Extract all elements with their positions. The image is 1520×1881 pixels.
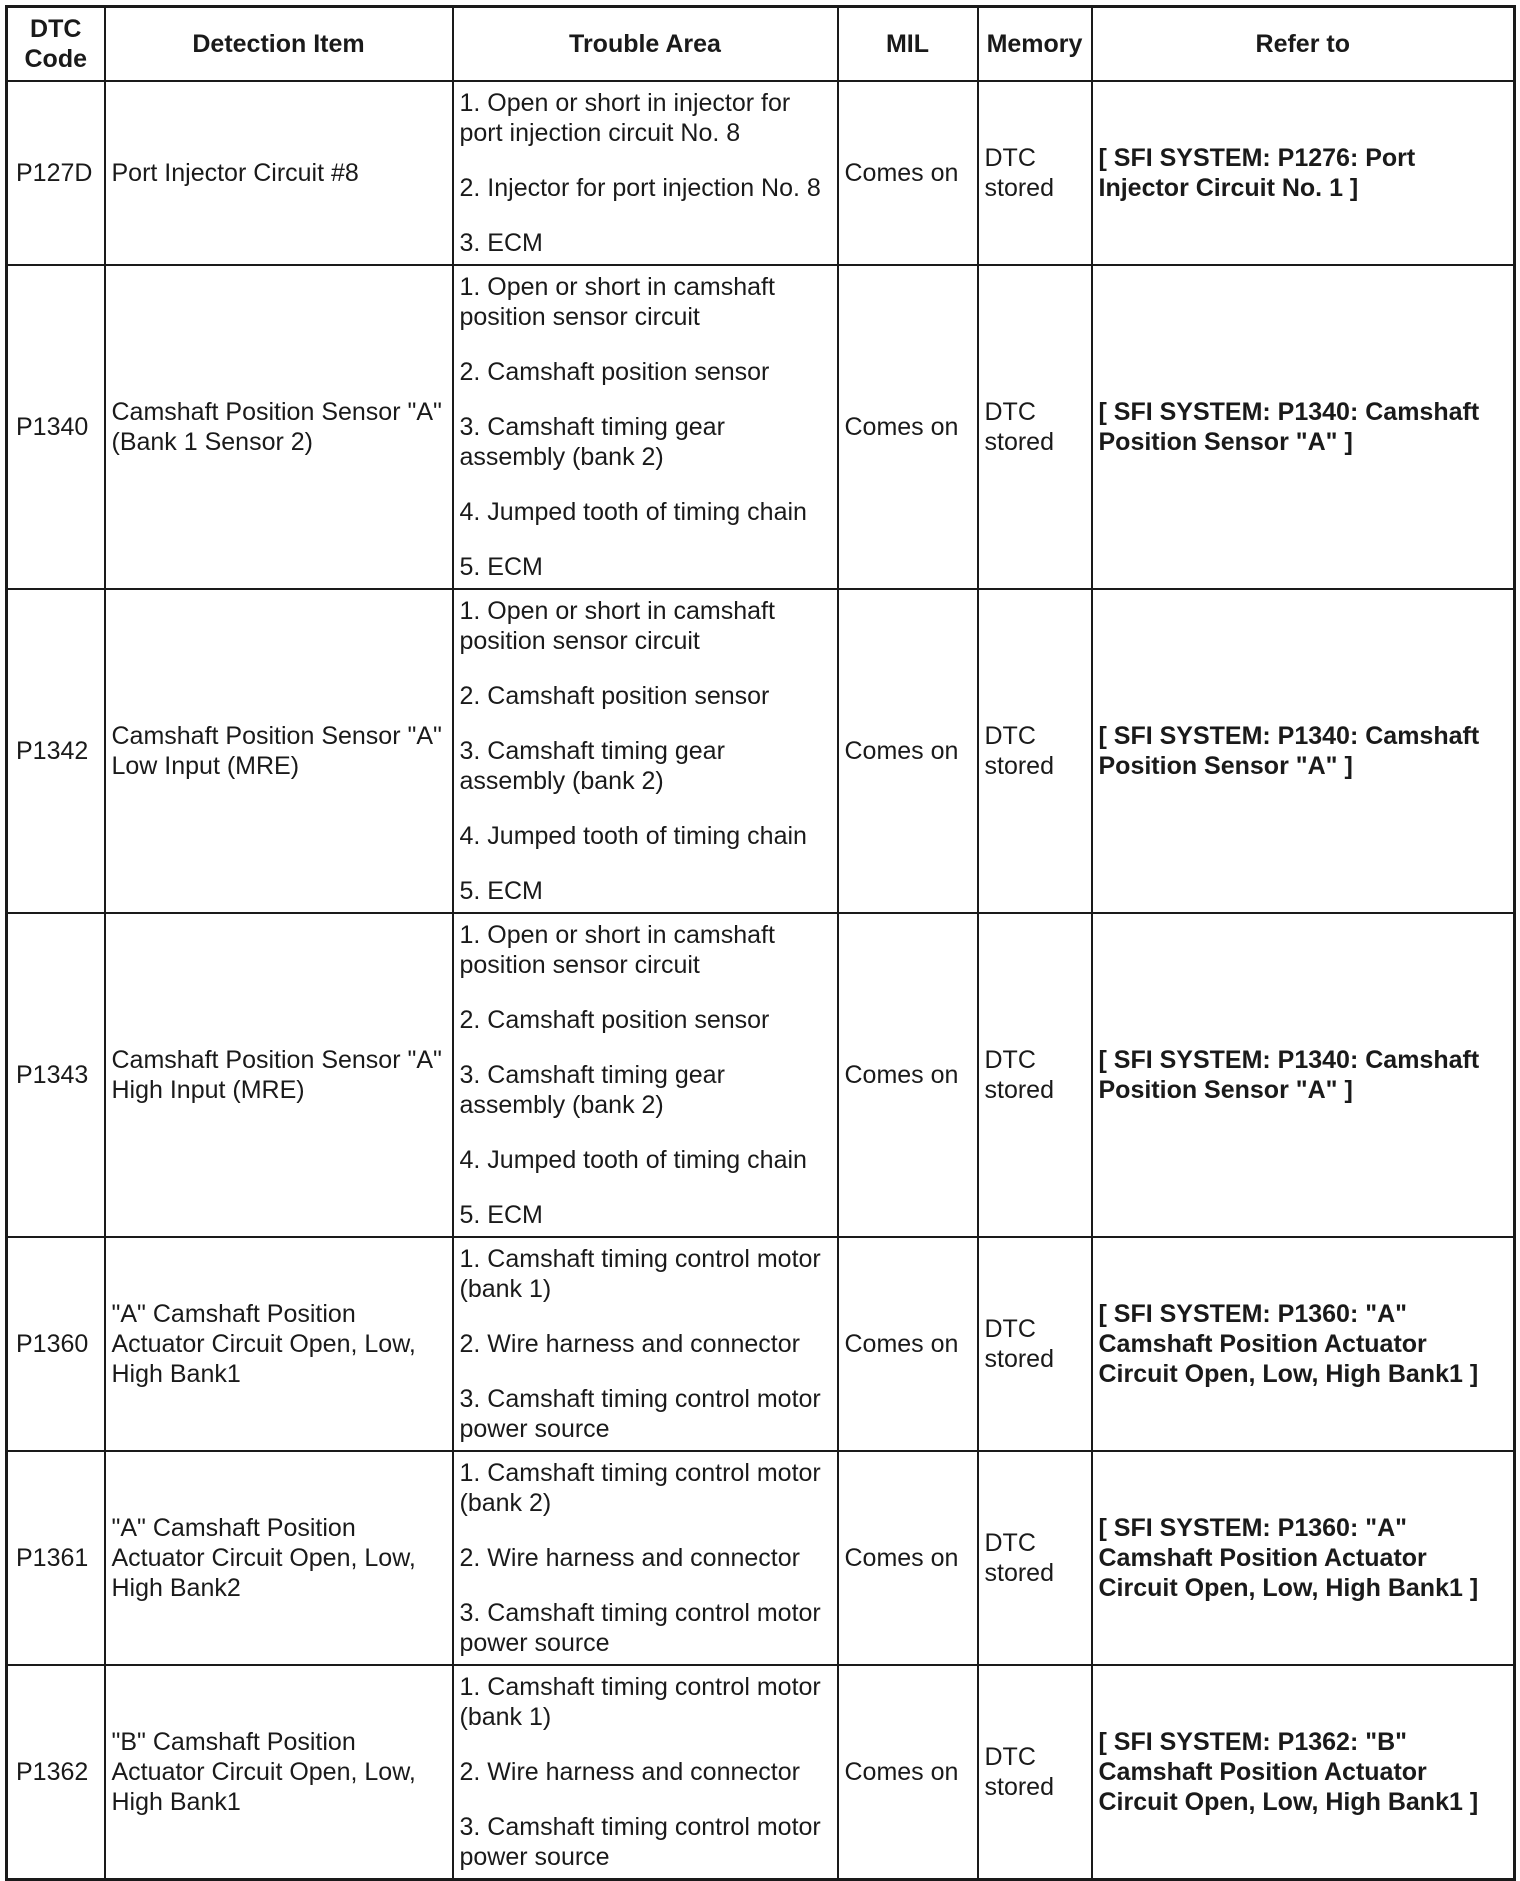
refer-to-cell: [ SFI SYSTEM: P1276: Port Injector Circuit No. 1 ]: [1092, 81, 1515, 265]
memory-cell: DTC stored: [978, 1451, 1092, 1665]
trouble-area-item: 2. Wire harness and connector: [459, 1543, 800, 1572]
detection-item-cell: Camshaft Position Sensor "A" High Input (MRE): [105, 913, 453, 1237]
mil-cell: Comes on: [838, 81, 978, 265]
refer-to-cell: [ SFI SYSTEM: P1340: Camshaft Position Sensor "A" ]: [1092, 265, 1515, 589]
header-detection-item: Detection Item: [105, 7, 453, 81]
trouble-area-item: 2. Wire harness and connector: [459, 1329, 800, 1358]
trouble-area-item: 3. Camshaft timing control motor power source: [459, 1812, 821, 1871]
trouble-area-item: 2. Camshaft position sensor: [459, 681, 770, 710]
trouble-area-item: 2. Injector for port injection No. 8: [459, 173, 821, 202]
header-memory: Memory: [978, 7, 1092, 81]
memory-cell: DTC stored: [978, 589, 1092, 913]
refer-to-cell: [ SFI SYSTEM: P1340: Camshaft Position Sensor "A" ]: [1092, 913, 1515, 1237]
trouble-area-cell: [453, 81, 838, 265]
dtc-code-cell: P1342: [7, 589, 105, 913]
trouble-area-item: 5. ECM: [459, 552, 543, 581]
memory-cell: DTC stored: [978, 913, 1092, 1237]
trouble-area-item: 1. Open or short in camshaft position sensor circuit: [459, 596, 775, 655]
trouble-area-item: 3. Camshaft timing control motor power source: [459, 1384, 821, 1443]
dtc-code-cell: P1362: [7, 1665, 105, 1880]
trouble-area-cell: [453, 1451, 838, 1665]
detection-item-cell: Port Injector Circuit #8: [105, 81, 453, 265]
trouble-area-item: 5. ECM: [459, 876, 543, 905]
trouble-area-item: 3. Camshaft timing gear assembly (bank 2): [459, 412, 725, 471]
refer-to-cell: [ SFI SYSTEM: P1362: "B" Camshaft Position Actuator Circuit Open, Low, High Bank1 ]: [1092, 1665, 1515, 1880]
trouble-area-cell: [453, 265, 838, 589]
table-body: [7, 81, 1515, 1880]
table-row: [7, 1665, 1515, 1880]
trouble-area-item: 4. Jumped tooth of timing chain: [459, 1145, 807, 1174]
trouble-area-cell: [453, 1237, 838, 1451]
refer-to-cell: [ SFI SYSTEM: P1360: "A" Camshaft Position Actuator Circuit Open, Low, High Bank1 ]: [1092, 1451, 1515, 1665]
dtc-code-cell: P127D: [7, 81, 105, 265]
trouble-area-item: 4. Jumped tooth of timing chain: [459, 821, 807, 850]
detection-item-cell: "B" Camshaft Position Actuator Circuit Open, Low, High Bank1: [105, 1665, 453, 1880]
trouble-area-item: 1. Camshaft timing control motor (bank 1): [459, 1244, 821, 1303]
dtc-table: [5, 5, 1516, 1881]
mil-cell: Comes on: [838, 1237, 978, 1451]
trouble-area-item: 1. Camshaft timing control motor (bank 1): [459, 1672, 821, 1731]
detection-item-cell: "A" Camshaft Position Actuator Circuit Open, Low, High Bank2: [105, 1451, 453, 1665]
dtc-code-cell: P1360: [7, 1237, 105, 1451]
mil-cell: Comes on: [838, 265, 978, 589]
table-row: [7, 265, 1515, 589]
trouble-area-cell: [453, 589, 838, 913]
trouble-area-item: 2. Camshaft position sensor: [459, 1005, 770, 1034]
memory-cell: DTC stored: [978, 1665, 1092, 1880]
trouble-area-item: 1. Open or short in camshaft position sensor circuit: [459, 920, 775, 979]
table-row: [7, 589, 1515, 913]
trouble-area-item: 2. Wire harness and connector: [459, 1757, 800, 1786]
trouble-area-item: 3. Camshaft timing control motor power source: [459, 1598, 821, 1657]
header-dtc-code-line2: Code: [24, 44, 87, 73]
detection-item-cell: "A" Camshaft Position Actuator Circuit Open, Low, High Bank1: [105, 1237, 453, 1451]
mil-cell: Comes on: [838, 1451, 978, 1665]
trouble-area-item: 5. ECM: [459, 1200, 543, 1229]
refer-to-cell: [ SFI SYSTEM: P1360: "A" Camshaft Position Actuator Circuit Open, Low, High Bank1 ]: [1092, 1237, 1515, 1451]
header-dtc-code-line1: DTC: [30, 14, 82, 43]
table-row: [7, 81, 1515, 265]
trouble-area-item: 1. Camshaft timing control motor (bank 2): [459, 1458, 821, 1517]
dtc-code-cell: P1340: [7, 265, 105, 589]
mil-cell: Comes on: [838, 1665, 978, 1880]
table-row: [7, 1451, 1515, 1665]
mil-cell: Comes on: [838, 589, 978, 913]
mil-cell: Comes on: [838, 913, 978, 1237]
header-dtc-code: [7, 7, 105, 81]
table-row: [7, 913, 1515, 1237]
detection-item-cell: Camshaft Position Sensor "A" Low Input (MRE): [105, 589, 453, 913]
trouble-area-cell: [453, 913, 838, 1237]
header-row: [7, 7, 1515, 81]
trouble-area-item: 1. Open or short in camshaft position sensor circuit: [459, 272, 775, 331]
detection-item-cell: Camshaft Position Sensor "A" (Bank 1 Sensor 2): [105, 265, 453, 589]
trouble-area-item: 4. Jumped tooth of timing chain: [459, 497, 807, 526]
header-refer-to: Refer to: [1092, 7, 1515, 81]
trouble-area-item: 1. Open or short in injector for port injection circuit No. 8: [459, 88, 791, 147]
trouble-area-cell: [453, 1665, 838, 1880]
trouble-area-item: 2. Camshaft position sensor: [459, 357, 770, 386]
trouble-area-item: 3. Camshaft timing gear assembly (bank 2): [459, 1060, 725, 1119]
trouble-area-item: 3. Camshaft timing gear assembly (bank 2): [459, 736, 725, 795]
memory-cell: DTC stored: [978, 1237, 1092, 1451]
dtc-code-cell: P1361: [7, 1451, 105, 1665]
memory-cell: DTC stored: [978, 81, 1092, 265]
dtc-code-cell: P1343: [7, 913, 105, 1237]
trouble-area-item: 3. ECM: [459, 228, 543, 257]
memory-cell: DTC stored: [978, 265, 1092, 589]
table-row: [7, 1237, 1515, 1451]
header-trouble-area: Trouble Area: [453, 7, 838, 81]
header-mil: MIL: [838, 7, 978, 81]
refer-to-cell: [ SFI SYSTEM: P1340: Camshaft Position Sensor "A" ]: [1092, 589, 1515, 913]
